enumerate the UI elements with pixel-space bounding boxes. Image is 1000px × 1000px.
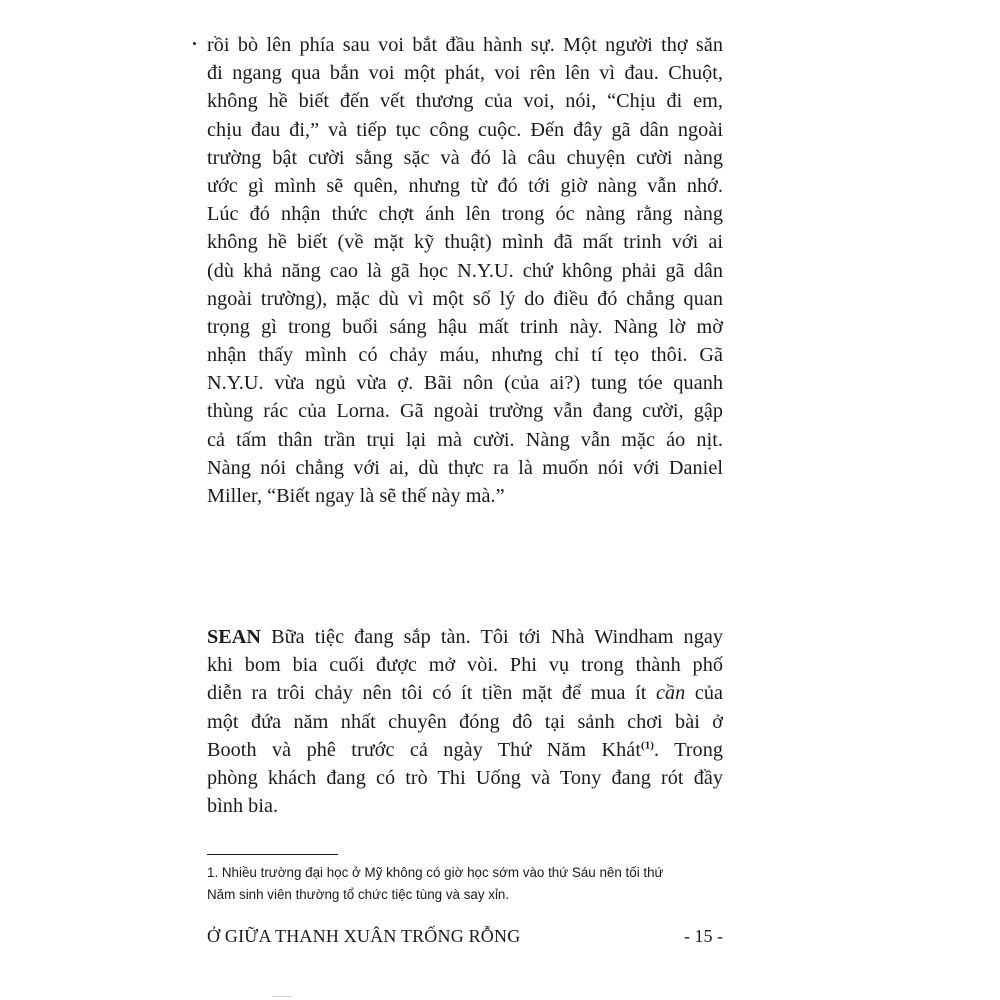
book-title: Ở GIỮA THANH XUÂN TRỐNG RỖNG	[207, 926, 521, 946]
passage-continued	[207, 31, 723, 510]
text-line: cả tấm thân trần trụi lại mà cười. Nàng vẫn mặc áo nịt.	[207, 428, 723, 451]
footnote-marker: (1)	[640, 739, 654, 752]
text-line: đi ngang qua bắn voi một phát, voi rên lên vì đau. Chuột,	[207, 62, 723, 85]
text-line: không hề biết đến vết thương của voi, nói, “Chịu đi em,	[207, 90, 723, 113]
text-line: ước gì mình sẽ quên, nhưng từ đó tới giờ nàng vẫn nhớ.	[207, 174, 723, 197]
scan-artifact	[272, 996, 292, 997]
passage-sean	[207, 623, 723, 820]
text-line	[207, 736, 723, 764]
footnote-line: 1. Nhiều trường đại học ở Mỹ không có giờ học sớm vào thứ Sáu nên tối thứ	[207, 865, 664, 880]
text-line: rồi bò lên phía sau voi bắt đầu hành sự. Một người thợ săn	[207, 34, 723, 56]
text-line: trường bật cười sằng sặc và đó là câu chuyện cười nàng	[207, 146, 723, 169]
footnote	[207, 862, 725, 906]
text-line: (dù khả năng cao là gã học N.Y.U. chứ không phải gã dân	[207, 259, 723, 282]
text-line: phòng khách đang có trò Thi Uống và Tony đang rót đầy	[207, 766, 723, 789]
text-line: nhận thấy mình có chảy máu, nhưng chỉ tí tẹo thôi. Gã	[207, 344, 723, 367]
text-line	[207, 679, 723, 707]
text-run: của	[685, 682, 723, 705]
text-line: bình bia.	[207, 795, 279, 818]
text-run: Bữa tiệc đang sắp tàn. Tôi tới Nhà Windham ngay	[261, 626, 723, 648]
text-line: trọng gì trong buổi sáng hậu mất trinh này. Nàng lờ mờ	[207, 315, 723, 338]
text-line: thùng rác của Lorna. Gã ngoài trường vẫn đang cười, gập	[207, 400, 723, 423]
text-line: một đứa năm nhất chuyên đóng đô tại sảnh chơi bài ở	[207, 710, 723, 733]
stray-ink-dot	[193, 42, 196, 45]
text-line: N.Y.U. vừa ngủ vừa ợ. Bãi nôn (của ai?) tung tóe quanh	[207, 372, 723, 395]
text-line	[207, 623, 723, 651]
text-run: Booth và phê trước cả ngày Thứ Năm Khát	[207, 738, 641, 761]
text-run: . Trong	[653, 738, 723, 761]
text-line: khi bom bia cuối được mở vòi. Phi vụ trong thành phố	[207, 654, 723, 677]
text-line: Miller, “Biết ngay là sẽ thế này mà.”	[207, 485, 505, 507]
page-number: - 15 -	[684, 926, 723, 946]
text-line: ngoài trường), mặc dù vì một số lý do điều đó chẳng quan	[207, 287, 723, 310]
text-line: Nàng nói chẳng với ai, dù thực ra là muốn nói với Daniel	[207, 456, 723, 479]
text-line: không hề biết (về mặt kỹ thuật) mình đã mất trinh với ai	[207, 231, 723, 254]
footnote-line: Năm sinh viên thường tổ chức tiệc tùng và say xỉn.	[207, 887, 510, 902]
speaker-name: SEAN	[207, 626, 262, 648]
italic-word: cần	[655, 682, 686, 705]
text-run: diễn ra trôi chảy nên tôi có ít tiền mặt để mua ít	[207, 682, 656, 705]
text-line: Lúc đó nhận thức chợt ánh lên trong óc nàng rằng nàng	[207, 203, 723, 226]
text-line: chịu đau đi,” và tiếp tục công cuộc. Đến đây gã dân ngoài	[207, 118, 723, 141]
footnote-divider	[207, 854, 338, 855]
running-footer	[207, 926, 723, 952]
